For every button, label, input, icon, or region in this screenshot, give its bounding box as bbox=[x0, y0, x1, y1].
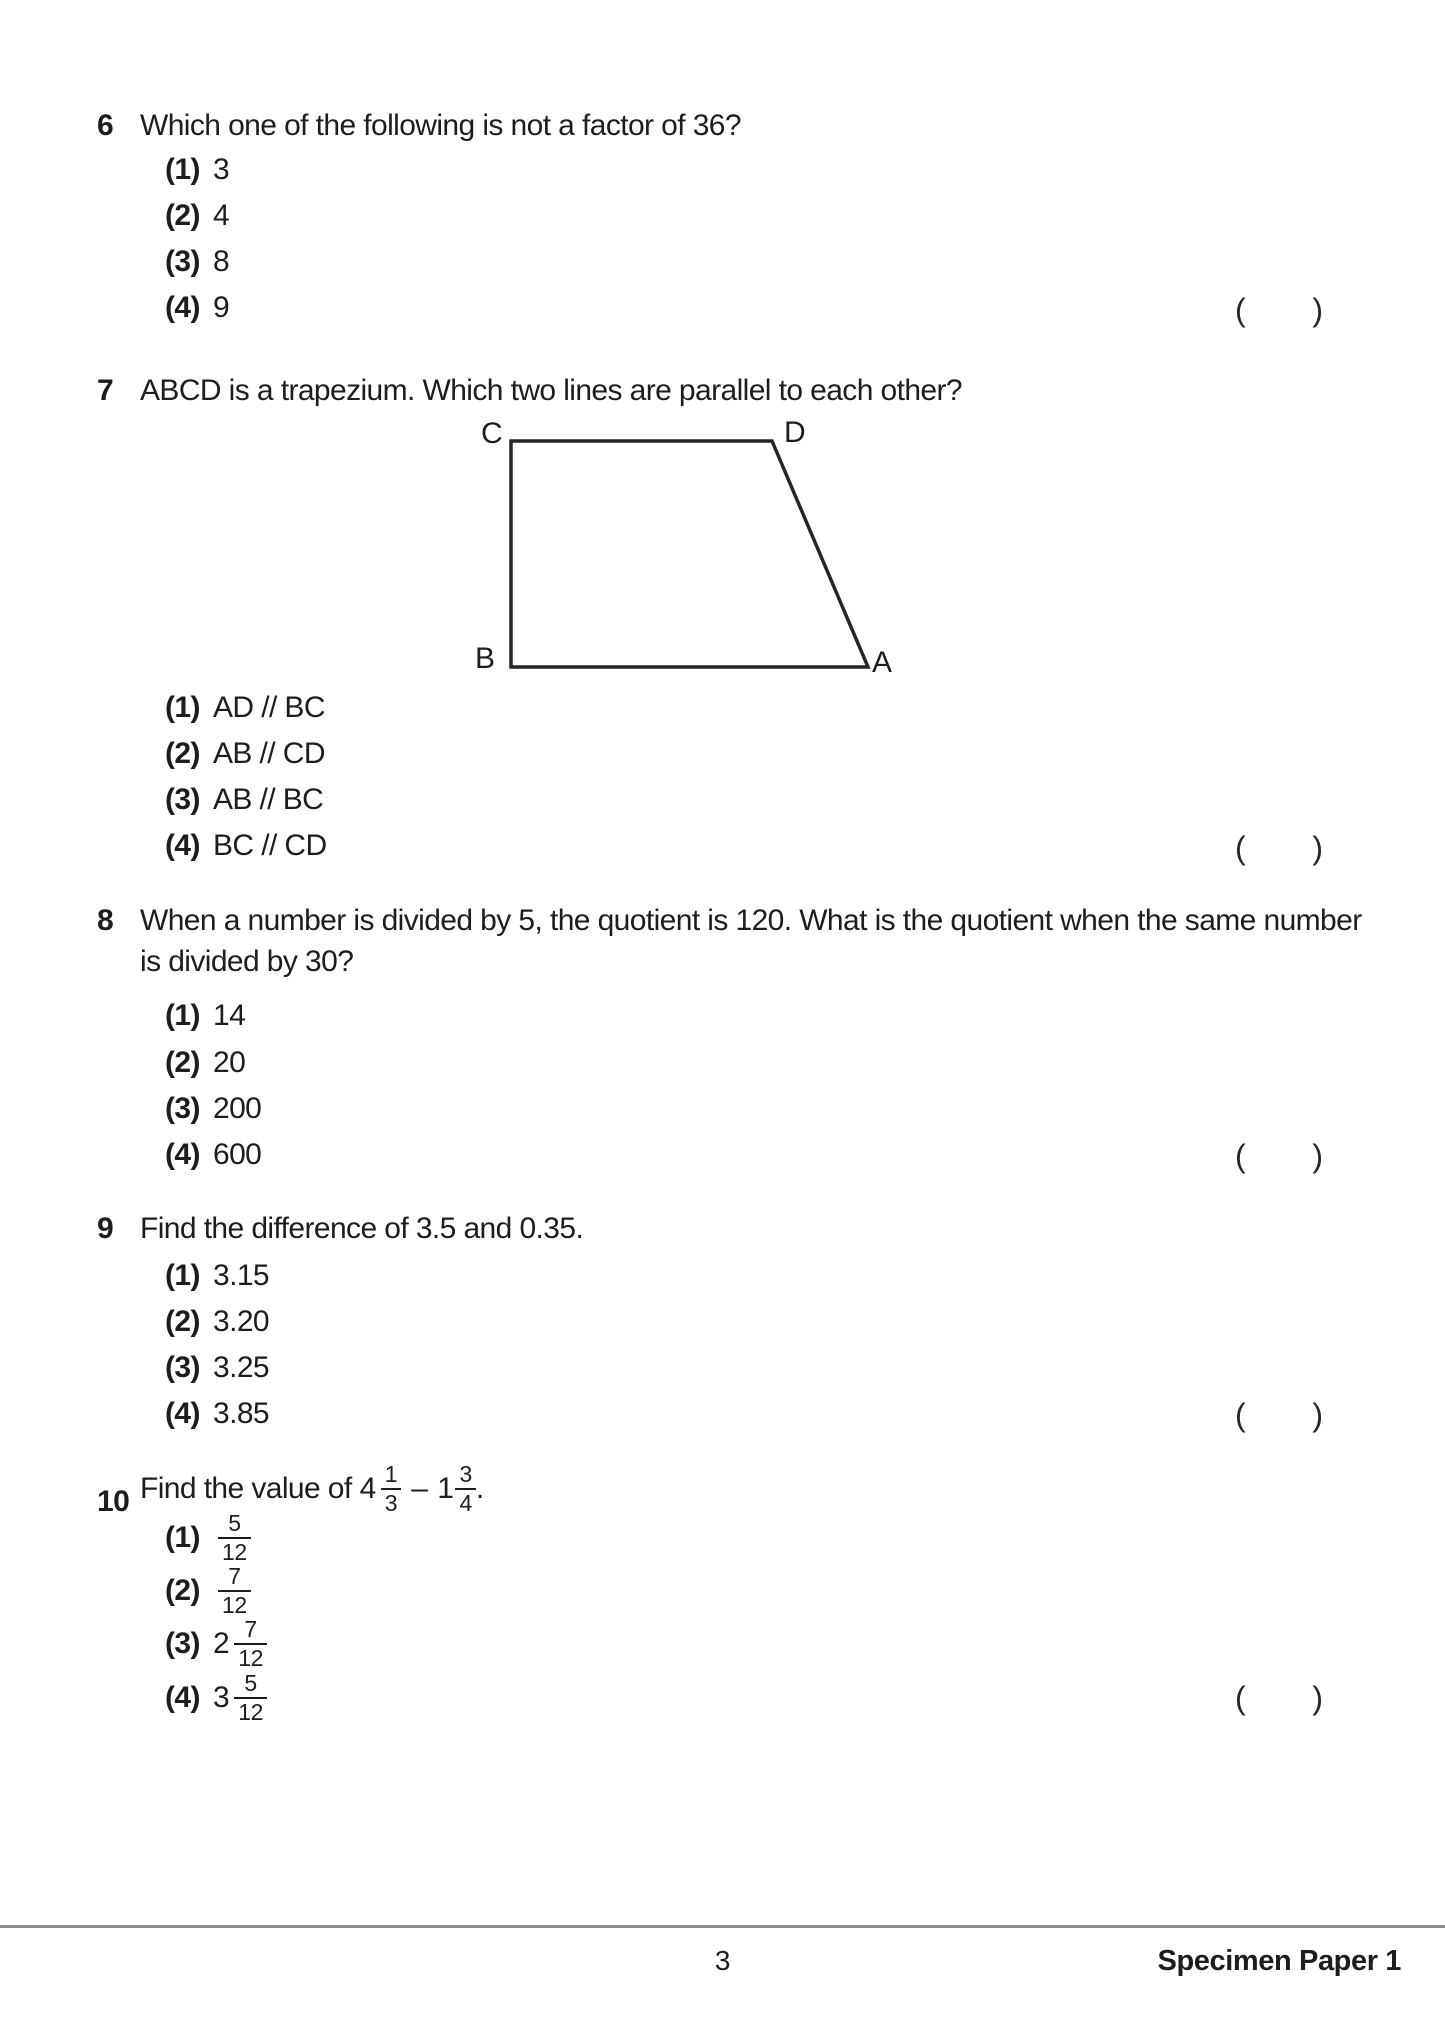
option-row bbox=[165, 1137, 261, 1173]
option-row bbox=[165, 690, 325, 726]
option-value: BC // CD bbox=[213, 829, 327, 862]
option-label: (1) bbox=[165, 999, 200, 1032]
question-text: Which one of the following is not a factor of 36? bbox=[140, 109, 741, 142]
fraction bbox=[381, 1462, 401, 1516]
fraction bbox=[455, 1462, 475, 1516]
option-value: 4 bbox=[213, 199, 230, 232]
option-row bbox=[165, 828, 327, 864]
option-value: 200 bbox=[213, 1092, 262, 1125]
question-number: 10 bbox=[97, 1485, 130, 1518]
trapezium-outline bbox=[511, 441, 868, 667]
fraction-numerator: 1 bbox=[384, 1461, 398, 1488]
fraction-denominator: 12 bbox=[234, 1697, 267, 1725]
fraction bbox=[218, 1564, 251, 1618]
fraction-numerator: 5 bbox=[228, 1510, 241, 1537]
option-row bbox=[165, 1511, 251, 1565]
option-label: (2) bbox=[165, 1046, 200, 1079]
option-value: 14 bbox=[213, 999, 246, 1032]
fraction-numerator: 3 bbox=[459, 1461, 472, 1488]
answer-bracket-close: ) bbox=[1312, 1138, 1323, 1174]
option-row bbox=[165, 1564, 251, 1618]
option-label: (4) bbox=[165, 1681, 200, 1714]
answer-bracket-open: ( bbox=[1235, 1680, 1246, 1716]
option-row bbox=[165, 152, 229, 188]
option-row bbox=[165, 290, 229, 326]
fraction-denominator: 12 bbox=[218, 1537, 251, 1565]
option-row bbox=[165, 1671, 267, 1725]
option-value bbox=[213, 1564, 251, 1618]
option-label: (3) bbox=[165, 1092, 200, 1125]
option-value: AB // CD bbox=[213, 737, 325, 770]
option-row bbox=[165, 198, 229, 234]
option-row bbox=[165, 782, 323, 818]
option-value: 3.20 bbox=[213, 1305, 269, 1338]
answer-bracket-open: ( bbox=[1235, 830, 1246, 866]
fraction-denominator: 3 bbox=[381, 1488, 401, 1516]
option-label: (4) bbox=[165, 1138, 200, 1171]
option-value: 9 bbox=[213, 291, 230, 324]
option-label: (3) bbox=[165, 245, 200, 278]
answer-bracket-close: ) bbox=[1312, 1680, 1323, 1716]
vertex-label-top-left: C bbox=[481, 417, 503, 450]
option-label: (2) bbox=[165, 1574, 200, 1607]
question-number: 8 bbox=[97, 904, 114, 937]
option-value: 3 bbox=[213, 153, 230, 186]
option-label: (2) bbox=[165, 1305, 200, 1338]
option-label: (2) bbox=[165, 737, 200, 770]
option-value: AD // BC bbox=[213, 691, 325, 724]
answer-brackets bbox=[1235, 1139, 1323, 1173]
vertex-label-top-right: D bbox=[784, 416, 806, 449]
option-value: 3.15 bbox=[213, 1259, 269, 1292]
option-label: (3) bbox=[165, 783, 200, 816]
option-value: AB // BC bbox=[213, 783, 324, 816]
fraction-denominator: 4 bbox=[455, 1488, 475, 1516]
option-row bbox=[165, 1304, 269, 1340]
mixed-number bbox=[360, 1462, 402, 1516]
answer-bracket-open: ( bbox=[1235, 1138, 1246, 1174]
question-text: ABCD is a trapezium. Which two lines are parallel to each other? bbox=[140, 374, 962, 407]
question-text: Find the difference of 3.5 and 0.35. bbox=[140, 1212, 584, 1245]
option-row bbox=[165, 244, 229, 280]
option-label: (1) bbox=[165, 153, 200, 186]
option-label: (4) bbox=[165, 1397, 200, 1430]
whole-number: 4 bbox=[359, 1472, 376, 1505]
option-value: 3.25 bbox=[213, 1351, 269, 1384]
question-number: 9 bbox=[97, 1212, 114, 1245]
whole-number: 2 bbox=[213, 1627, 230, 1660]
option-value bbox=[213, 1511, 251, 1565]
option-value: 3.85 bbox=[213, 1397, 269, 1430]
question-number: 7 bbox=[97, 374, 114, 407]
vertex-label-bottom-left: B bbox=[475, 642, 495, 675]
vertex-label-bottom-right: A bbox=[872, 646, 892, 679]
whole-number: 1 bbox=[437, 1472, 454, 1505]
question-number: 6 bbox=[97, 109, 114, 142]
answer-brackets bbox=[1235, 1398, 1323, 1432]
option-label: (1) bbox=[165, 1521, 200, 1554]
answer-brackets bbox=[1235, 293, 1323, 327]
fraction bbox=[234, 1671, 267, 1725]
footer-page-number: 3 bbox=[714, 1945, 731, 1976]
trapezium-figure bbox=[509, 439, 872, 671]
option-value: 600 bbox=[213, 1138, 262, 1171]
option-label: (4) bbox=[165, 291, 200, 324]
option-row bbox=[165, 1617, 267, 1671]
question-text-suffix: . bbox=[475, 1472, 484, 1505]
option-row bbox=[165, 1091, 261, 1127]
fraction-denominator: 12 bbox=[234, 1643, 267, 1671]
question-text-prefix: Find the value of bbox=[140, 1472, 352, 1505]
option-row bbox=[165, 1045, 245, 1081]
option-row bbox=[165, 1396, 269, 1432]
option-label: (4) bbox=[165, 829, 200, 862]
footer-paper-label: Specimen Paper 1 bbox=[1157, 1945, 1401, 1977]
footer-divider bbox=[0, 1925, 1445, 1928]
option-row bbox=[165, 1258, 269, 1294]
fraction-numerator: 7 bbox=[228, 1563, 241, 1590]
question-text: is divided by 30? bbox=[140, 945, 354, 978]
fraction-numerator: 7 bbox=[244, 1616, 257, 1643]
fraction bbox=[218, 1511, 251, 1565]
option-label: (1) bbox=[165, 1259, 200, 1292]
operator-minus: – bbox=[411, 1472, 428, 1505]
option-row bbox=[165, 998, 245, 1034]
fraction-numerator: 5 bbox=[244, 1670, 257, 1697]
question-text: When a number is divided by 5, the quotient is 120. What is the quotient when the same number bbox=[140, 904, 1362, 937]
mixed-number bbox=[437, 1462, 476, 1516]
option-label: (1) bbox=[165, 691, 200, 724]
option-label: (3) bbox=[165, 1351, 200, 1384]
option-value: 20 bbox=[213, 1046, 246, 1079]
option-value bbox=[213, 1617, 267, 1671]
answer-bracket-close: ) bbox=[1312, 1397, 1323, 1433]
whole-number: 3 bbox=[213, 1681, 230, 1714]
option-row bbox=[165, 1350, 269, 1386]
fraction bbox=[234, 1617, 267, 1671]
answer-bracket-open: ( bbox=[1235, 292, 1246, 328]
option-value bbox=[213, 1671, 267, 1725]
option-label: (2) bbox=[165, 199, 200, 232]
answer-brackets bbox=[1235, 831, 1323, 865]
answer-brackets bbox=[1235, 1681, 1323, 1715]
fraction-denominator: 12 bbox=[218, 1590, 251, 1618]
answer-bracket-open: ( bbox=[1235, 1397, 1246, 1433]
answer-bracket-close: ) bbox=[1312, 292, 1323, 328]
option-row bbox=[165, 736, 325, 772]
answer-bracket-close: ) bbox=[1312, 830, 1323, 866]
option-value: 8 bbox=[213, 245, 230, 278]
option-label: (3) bbox=[165, 1627, 200, 1660]
